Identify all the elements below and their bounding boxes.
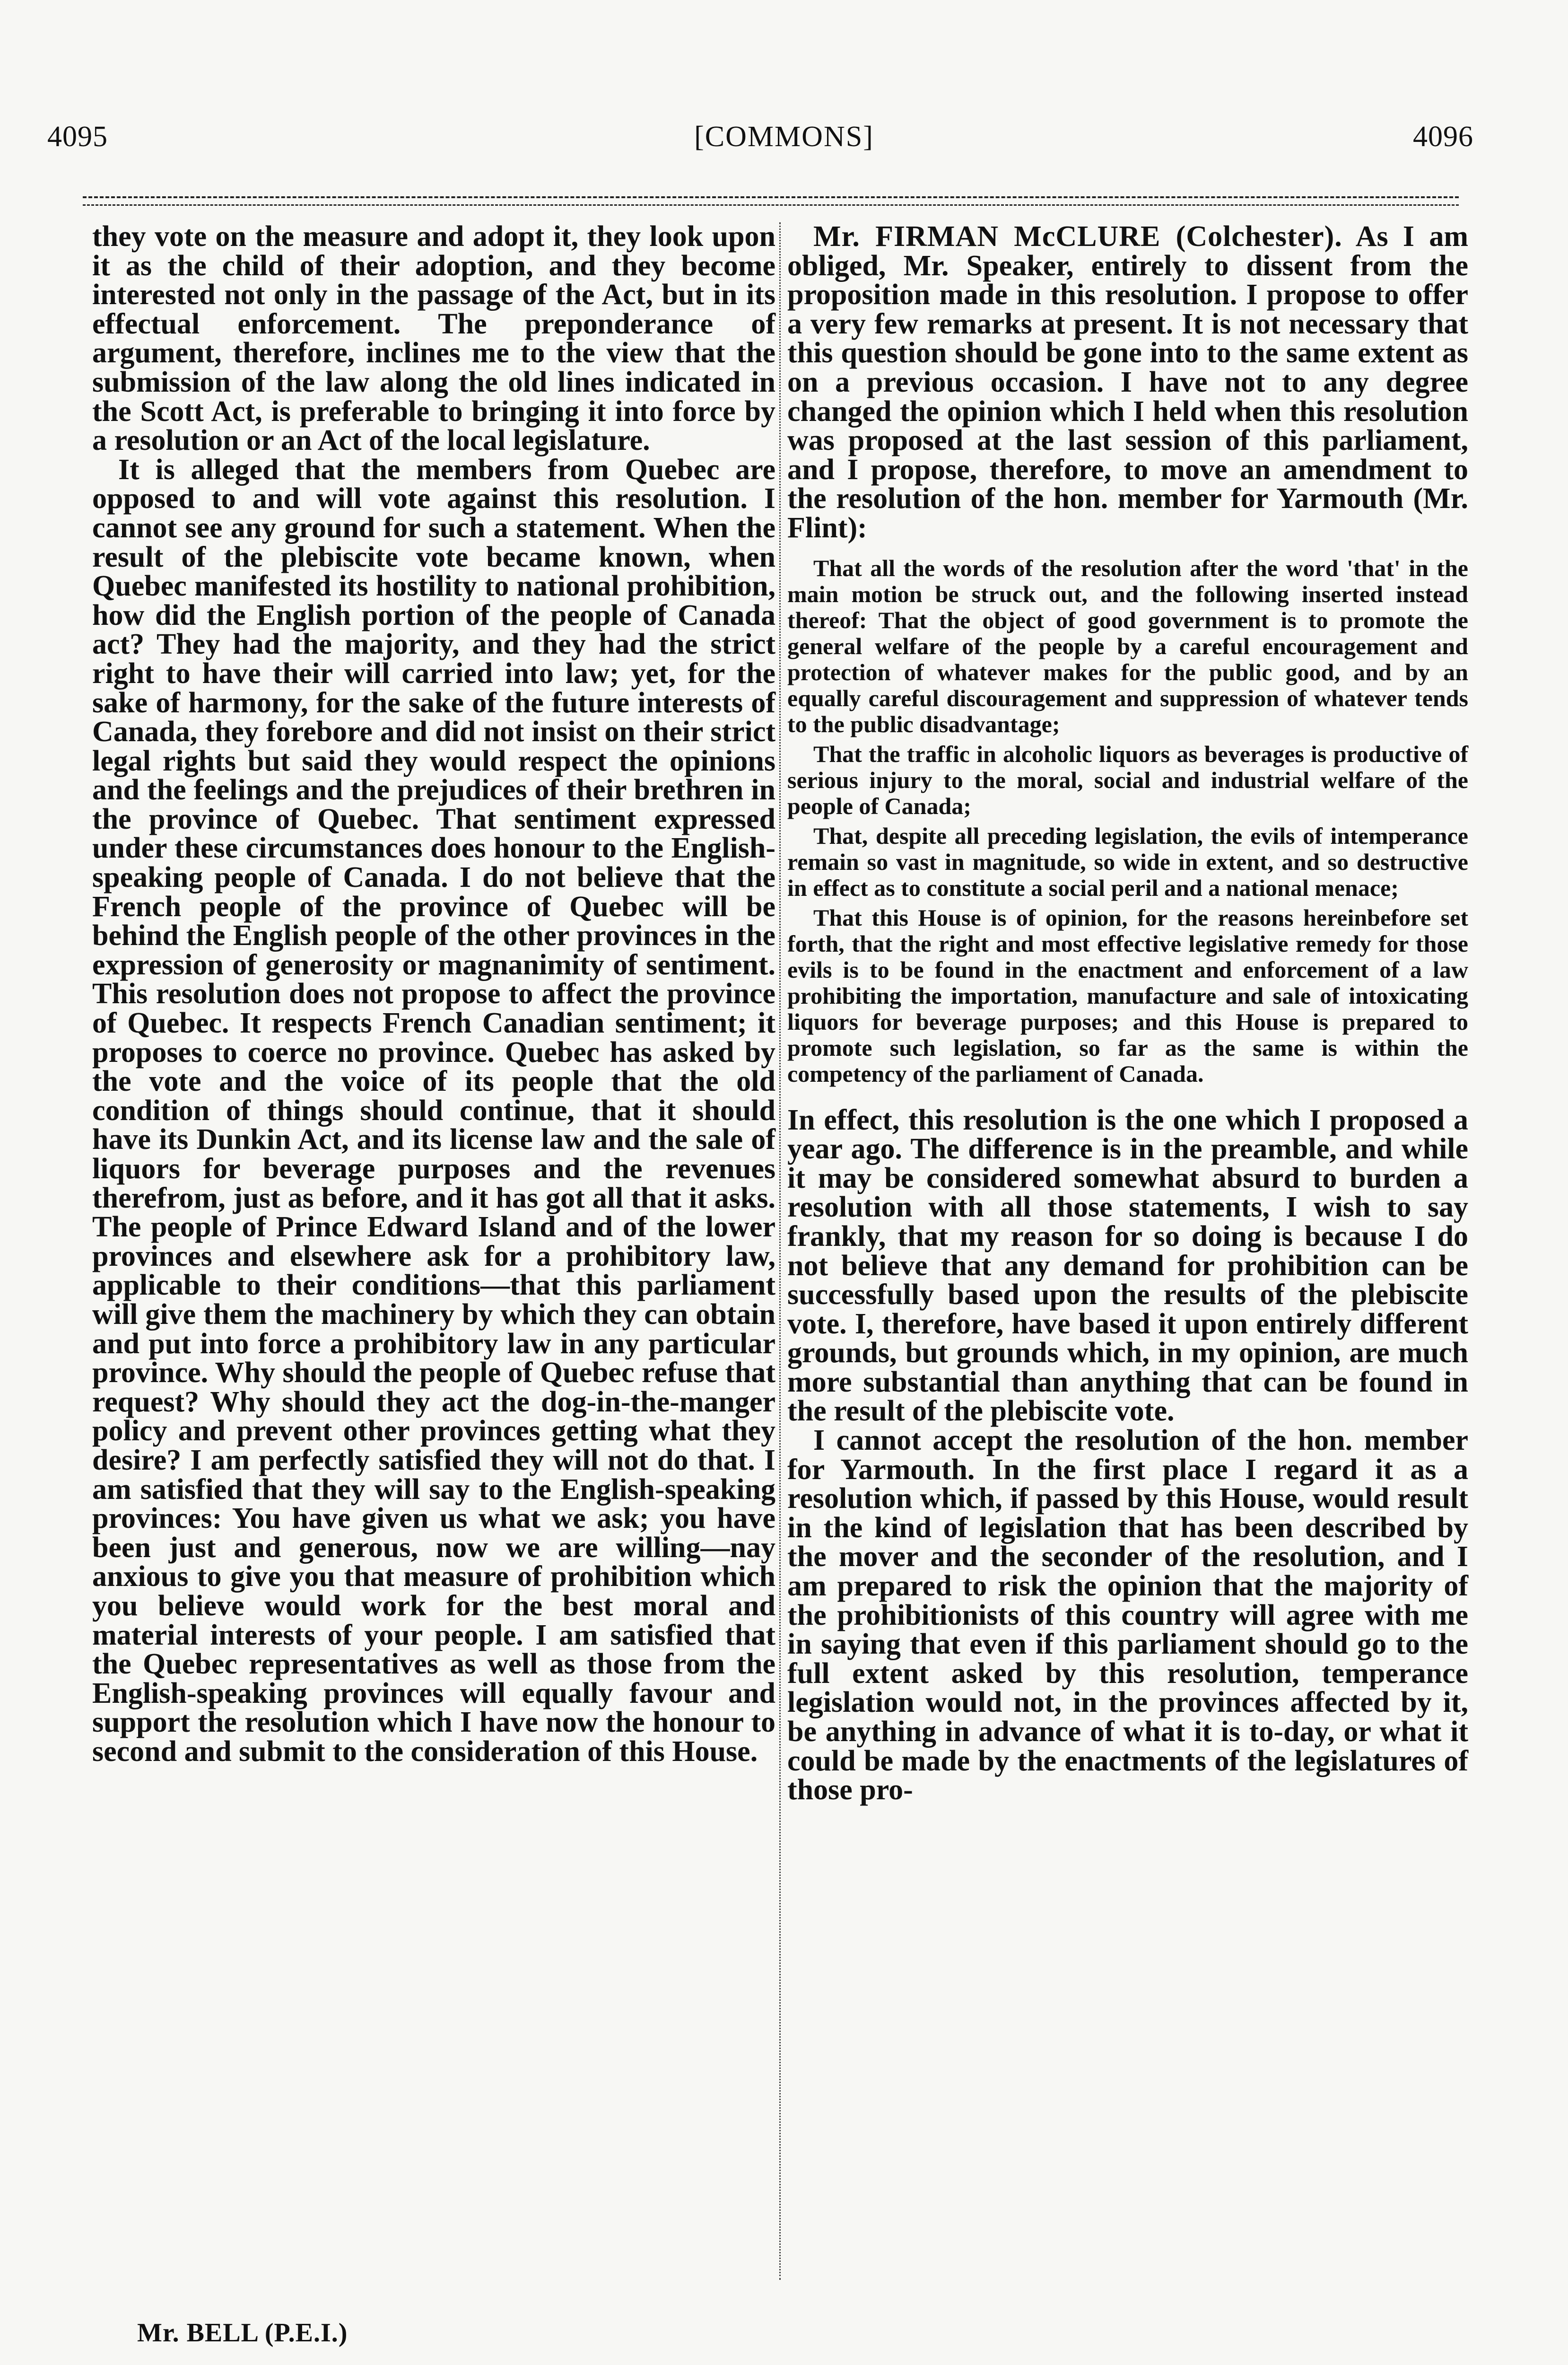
- header-rule-secondary: [83, 204, 1459, 206]
- amendment-clause-3: That, despite all preceding legislation, the evils of intemperance remain so vast in magnitude, so wide in extent, and so destructive in effect as to constitute a social peril and a national menace;: [787, 822, 1468, 901]
- left-column: [92, 222, 775, 2261]
- amendment-text: [787, 555, 1468, 1087]
- right-paragraph-2: I cannot accept the resolution of the hon. member for Yarmouth. In the first place I regard it as a resolution which, if passed by this House, would result in the kind of legislation that has been described by the mover and the seconder of the resolution, and I am prepared to risk the opinion that the majority of the prohibitionists of this country will agree with me in saying that even if this parliament should go to the full extent asked by this resolution, temperance legislation would not, in the provinces affected by it, be anything in advance of what it is to-day, or what it could be made by the enactments of the legislatures of those pro-: [787, 1424, 1468, 1806]
- mcclure-intro-text: As I am obliged, Mr. Speaker, entirely to dissent from the proposition made in this resolution. I propose to offer a very few remarks at present. It is not necessary that this question should be gone into to the same extent as on a previous occasion. I have not to any degree changed the opinion which I held when this resolution was proposed at the last session of this parliament, and I propose, therefore, to move an amendment to the resolution of the hon. member for Yarmouth (Mr. Flint):: [787, 220, 1468, 544]
- footer-speaker-note: Mr. BELL (P.E.I.): [137, 2318, 348, 2347]
- amendment-clause-2: That the traffic in alcoholic liquors as beverages is productive of serious injury to the moral, social and industrial welfare of the people of Canada;: [787, 740, 1468, 819]
- right-column: [787, 222, 1468, 2261]
- right-paragraph-1: In effect, this resolution is the one which I proposed a year ago. The difference is in the preamble, and while it may be considered somewhat absurd to burden a resolution with all those statements, I wish to say frankly, that my reason for so doing is because I do not believe that any demand for prohibition can be successfully based upon the results of the plebiscite vote. I, therefore, have based it upon entirely different grounds, but grounds which, in my opinion, are much more substantial than anything that can be found in the result of the plebiscite vote.: [787, 1104, 1468, 1428]
- left-paragraph-2: It is alleged that the members from Quebec are opposed to and will vote against this resolution. I cannot see any ground for such a statement. When the result of the plebiscite vote became known, when Quebec manifested its hostility to national prohibition, how did the English portion of the people of Canada act? They had the majority, and they had the strict right to have their will carried into law; yet, for the sake of harmony, for the sake of the future interests of Canada, they forebore and did not insist on their strict legal rights but said they would respect the opinions and the feelings and the prejudices of their brethren in the province of Quebec. That sentiment expressed under these circumstances does honour to the English-speaking people of Canada. I do not believe that the French people of the province of Quebec will be behind the English people of the other provinces in the expression of generosity or magnanimity of sentiment. This resolution does not propose to affect the province of Quebec. It respects French Canadian sentiment; it proposes to coerce no province. Quebec has asked by the vote and the voice of its people that the old condition of things should continue, that it should have its Dunkin Act, and its license law and the sale of liquors for beverage purposes and the revenues therefrom, just as before, and it has got all that it asks. The people of Prince Edward Island and of the lower provinces and elsewhere ask for a prohibitory law, applicable to their conditions—that this parliament will give them the machinery by which they can obtain and put into force a prohibitory law in any particular province. Why should the people of Quebec refuse that request? Why should they act the dog-in-the-manger policy and prevent other provinces getting what they desire? I am perfectly satisfied they will not do that. I am satisfied that they will say to the English-speaking provinces: You have given us what we ask; you have been just and generous, now we are willing—nay anxious to give you that measure of prohibition which you believe would work for the best moral and material interests of your people. I am satisfied that the Quebec representatives as well as those from the English-speaking provinces will equally favour and support the resolution which I have now the honour to second and submit to the consideration of this House.: [92, 453, 776, 1768]
- header-rule: [83, 196, 1459, 198]
- mcclure-intro-paragraph: [787, 222, 1468, 543]
- column-divider: [779, 222, 781, 2280]
- right-page-number: 4096: [1413, 121, 1473, 153]
- amendment-clause-4: That this House is of opinion, for the reasons hereinbefore set forth, that the right and most effective legislative remedy for those evils is to be found in the enactment and enforcement of a law prohibiting the importation, manufacture and sale of intoxicating liquors for beverage purposes; and this House is prepared to promote such legislation, so far as the same is within the competency of the parliament of Canada.: [787, 904, 1468, 1087]
- amendment-clause-1: That all the words of the resolution after the word 'that' in the main motion be struck out, and the following inserted instead thereof: That the object of good government is to promote the general welfare of the people by a careful encouragement and protection of whatever makes for the public good, and by an equally careful discouragement and suppression of whatever tends to the public disadvantage;: [787, 554, 1468, 737]
- speaker-name: Mr. FIRMAN McCLURE (Colchester).: [813, 220, 1342, 253]
- page-header-title: [COMMONS]: [694, 121, 874, 153]
- left-page-number: 4095: [47, 121, 108, 153]
- left-paragraph-1: they vote on the measure and adopt it, they look upon it as the child of their adoption, and they become interested not only in the passage of the Act, but in its effectual enforcement. The preponderance of argument, therefore, inclines me to the view that the submission of the law along the old lines indicated in the Scott Act, is preferable to bringing it into force by a resolution or an Act of the local legislature.: [92, 220, 775, 457]
